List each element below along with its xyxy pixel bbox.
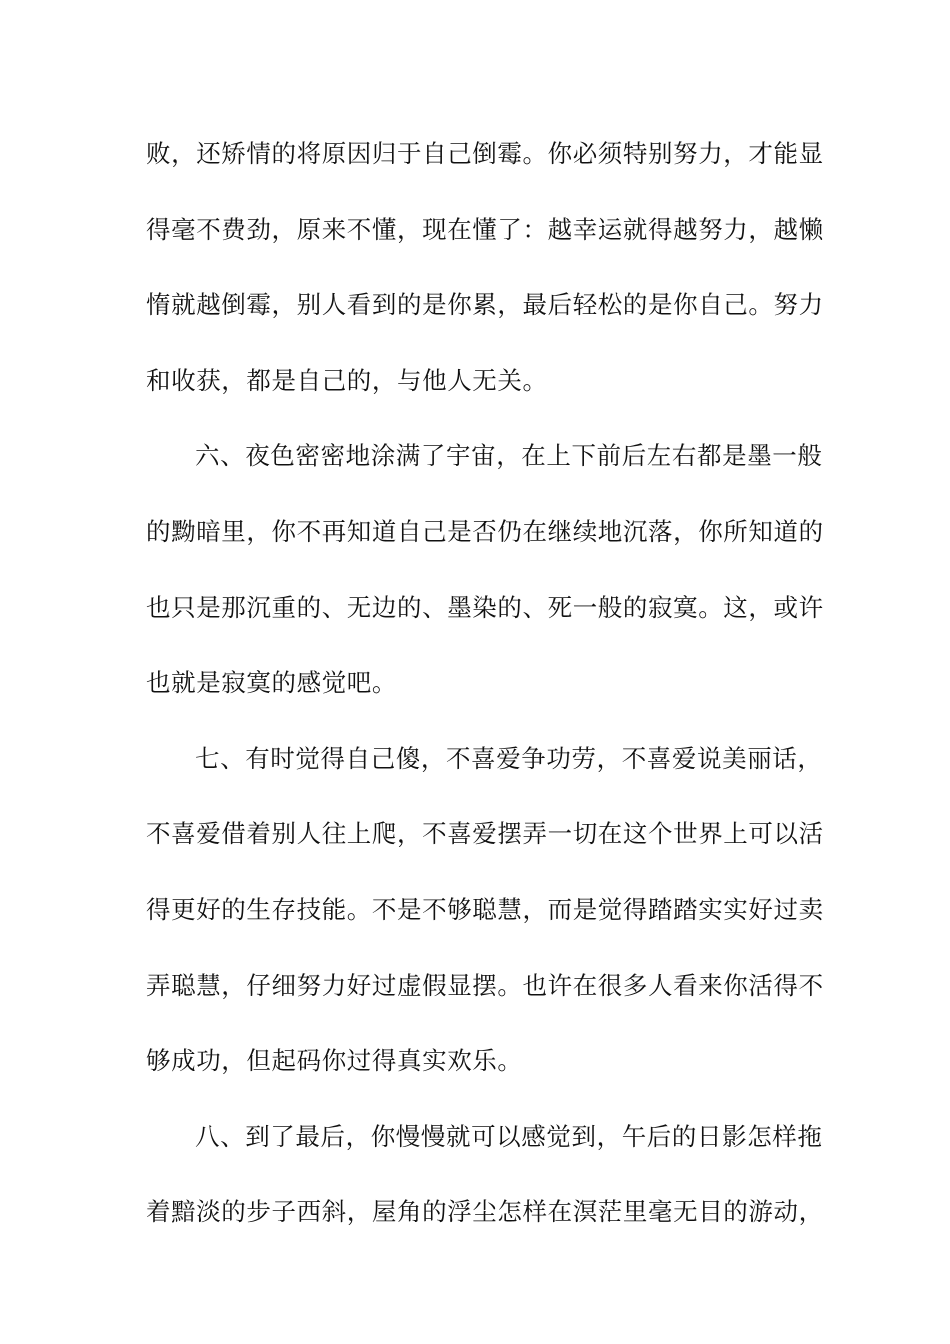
paragraph-start-line: 八、到了最后，你慢慢就可以感觉到，午后的日影怎样拖 [195,1121,823,1151]
text-line: 也只是那沉重的、无边的、墨染的、死一般的寂寞。这，或许 [146,592,824,622]
text-line: 弄聪慧，仔细努力好过虚假显摆。也许在很多人看来你活得不 [146,970,824,1000]
text-line: 败，还矫情的将原因归于自己倒霉。你必须特别努力，才能显 [146,139,824,168]
text-line: 和收获，都是自己的，与他人无关。 [146,365,548,395]
text-line: 够成功，但起码你过得真实欢乐。 [146,1046,523,1076]
paragraph-start-line: 七、有时觉得自己傻，不喜爱争功劳，不喜爱说美丽话， [195,743,823,773]
text-line: 着黯淡的步子西斜，屋角的浮尘怎样在溟茫里毫无目的游动， [146,1197,824,1227]
text-line: 不喜爱借着别人往上爬，不喜爱摆弄一切在这个世界上可以活 [146,819,824,849]
text-line: 的黝暗里，你不再知道自己是否仍在继续地沉落，你所知道的 [146,516,824,546]
text-line: 得更好的生存技能。不是不够聪慧，而是觉得踏踏实实好过卖 [146,894,824,924]
paragraph-start-line: 六、夜色密密地涂满了宇宙，在上下前后左右都是墨一般 [195,441,823,471]
text-line: 惰就越倒霉，别人看到的是你累，最后轻松的是你自己。努力 [146,290,824,320]
text-line: 得毫不费劲，原来不懂，现在懂了：越幸运就得越努力，越懒 [146,214,824,244]
text-line: 也就是寂寞的感觉吧。 [146,668,397,698]
body-text [146,128,824,1262]
